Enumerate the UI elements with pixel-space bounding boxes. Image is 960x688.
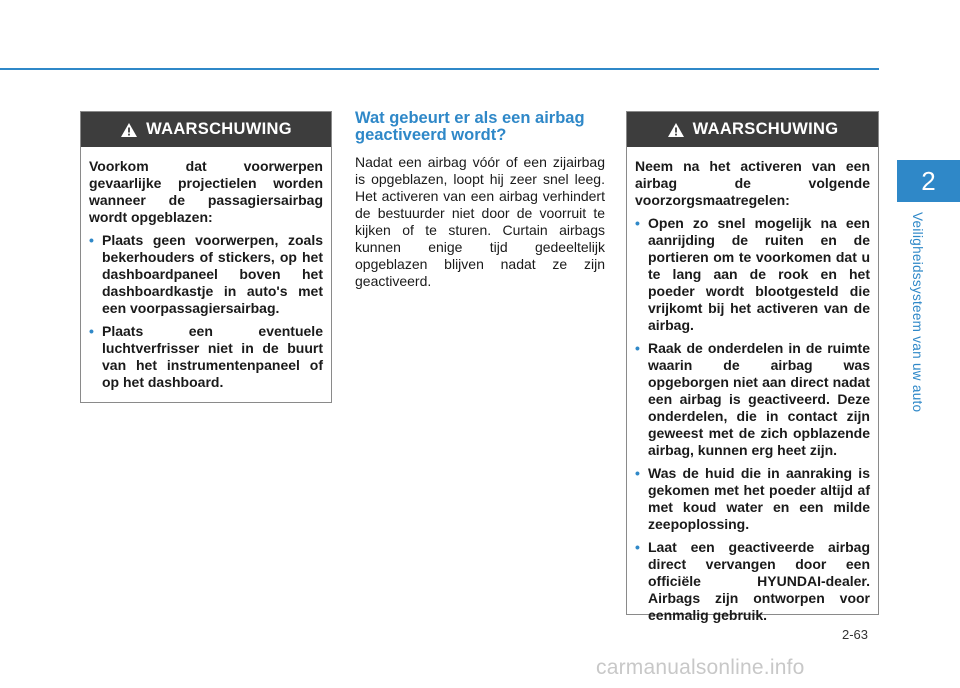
watermark: carmanualsonline.info — [596, 656, 805, 679]
chapter-tab — [897, 160, 960, 202]
list-item: • Plaats een eventuele luchtverfrisser niet in de buurt van het instrumentenpaneel of op het dashboard. — [89, 323, 323, 391]
warning-icon — [667, 122, 685, 138]
list-item: • Laat een geactiveerde airbag direct vervangen door een officiële HYUNDAI-dealer. Airbags zijn ontworpen voor eenmalig gebruik. — [635, 539, 870, 624]
chapter-number: 2 — [921, 165, 936, 196]
list-item: • Plaats geen voorwerpen, zoals bekerhouders of stickers, op het dashboardpaneel boven het dashboardkastje in auto's met een voorpassagiersairbag. — [89, 232, 323, 317]
list-item: • Was de huid die in aanraking is gekomen met het poeder altijd af met koud water en een milde zeepoplossing. — [635, 465, 870, 533]
warning-title-right: WAARSCHUWING — [692, 120, 839, 138]
warning-intro-right: Neem na het activeren van een airbag de volgende voorzorgsmaatregelen: — [635, 158, 870, 208]
page-number: 2-63 — [842, 627, 869, 642]
warning-list-left — [89, 232, 323, 391]
airbag-section — [355, 110, 605, 290]
section-paragraph: Nadat een airbag vóór of een zijairbag is opgeblazen, loopt hij zeer snel leeg. Het activeren van een airbag verhindert de bestuurder niet door de voorruit te kijken of te sturen. Curtain airbags kunnen enige tijd gedeeltelijk opgeblazen blijven nadat ze zijn geactiveerd. — [355, 154, 605, 289]
warning-box-right — [626, 111, 879, 623]
warning-title-left: WAARSCHUWING — [146, 120, 292, 138]
chapter-title: Veiligheidssysteem van uw auto — [910, 212, 925, 413]
warning-list-right — [635, 215, 870, 624]
warning-intro-left: Voorkom dat voorwerpen gevaarlijke projectielen worden wanneer de passagiersairbag wordt opgeblazen: — [89, 158, 323, 225]
list-item: • Open zo snel mogelijk na een aanrijding de ruiten en de portieren om te voorkomen dat u te lang aan de rook en het poeder wordt blootgesteld die vrijkomt bij het activeren van de airbag. — [635, 215, 870, 334]
section-heading: Wat gebeurt er als een airbag geactiveerd wordt? — [355, 109, 585, 144]
warning-box-left — [80, 111, 332, 403]
warning-body-right — [627, 147, 878, 624]
warning-header-left — [81, 112, 331, 147]
warning-header-right — [627, 112, 878, 147]
top-rule — [0, 68, 879, 70]
warning-icon — [120, 122, 138, 138]
list-item: • Raak de onderdelen in de ruimte waarin de airbag was opgeborgen niet aan direct nadat een airbag is geactiveerd. Deze onderdelen, die in contact zijn geweest met de zich opblazende airbag, kunnen erg heet zijn. — [635, 340, 870, 459]
warning-body-left — [81, 147, 331, 391]
